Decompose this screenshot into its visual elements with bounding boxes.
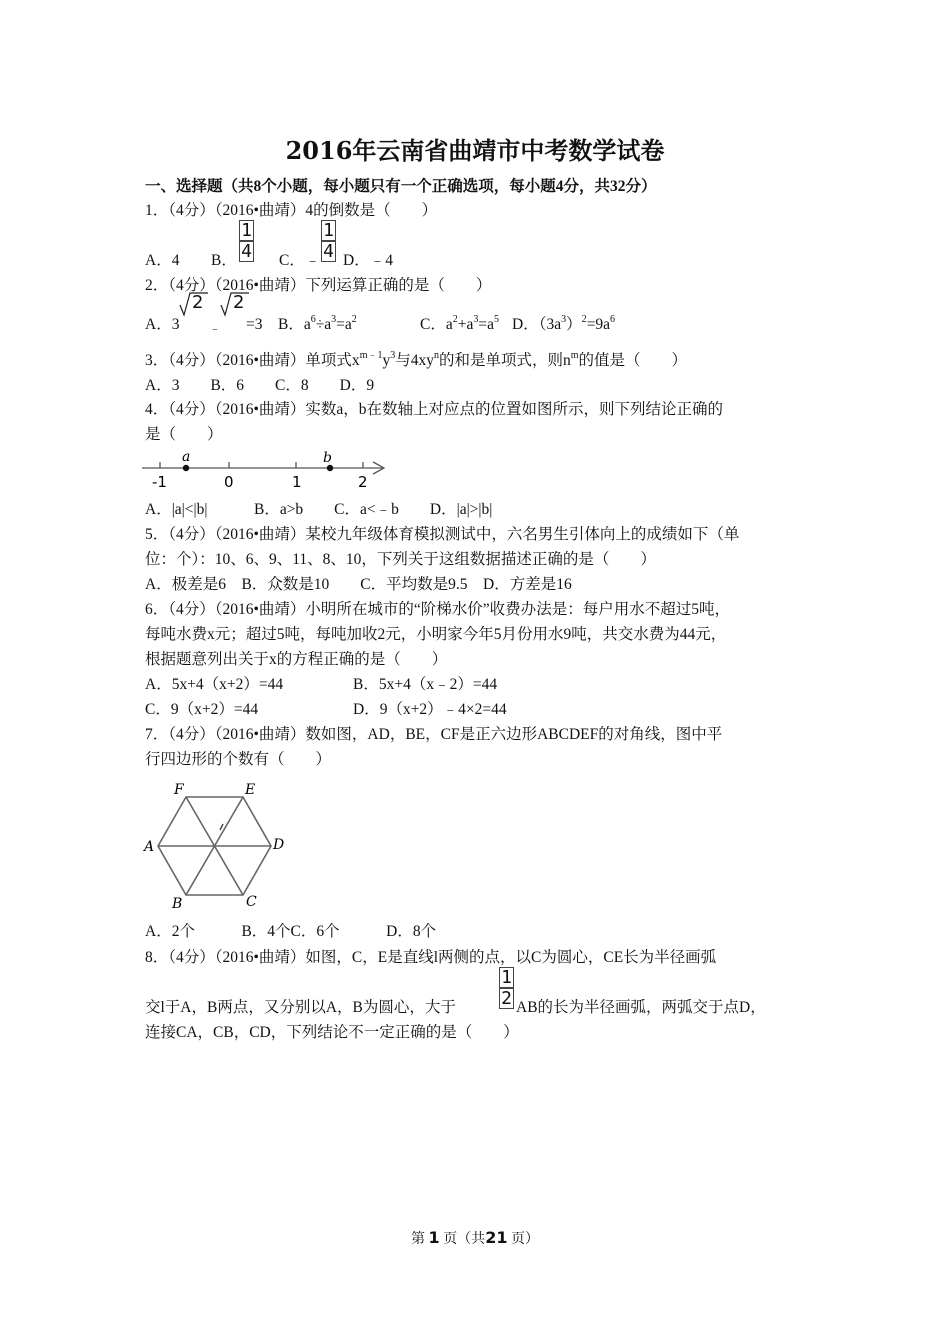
page-footer xyxy=(0,1228,950,1248)
q1-option-d: D．﹣4 xyxy=(343,252,393,269)
footer-pre: 第 xyxy=(411,1232,426,1247)
q5-options: A．极差是6 B．众数是10 C．平均数是9.5 D．方差是16 xyxy=(145,576,572,593)
q2-stem: 2．（4分）（2016•曲靖）下列运算正确的是（ ） xyxy=(145,277,492,294)
tick-label-neg1: -1 xyxy=(152,473,167,491)
tick-mark xyxy=(220,824,223,830)
q3-exp3: n xyxy=(433,350,439,361)
q2-c-exp3: 5 xyxy=(493,314,499,325)
q3-exp1: m﹣1 xyxy=(359,350,383,361)
q6-option-b: B．5x+4（x﹣2）=44 xyxy=(353,676,498,693)
page-title: 2016年云南省曲靖市中考数学试卷 xyxy=(285,136,665,165)
point-a-label: a xyxy=(182,449,191,465)
q6-stem-line1: 6．（4分）（2016•曲靖）小明所在城市的“阶梯水价”收费办法是：每户用水不超过5吨， xyxy=(145,601,730,618)
tick-label-0: 0 xyxy=(224,473,234,491)
q2-option-b xyxy=(278,315,357,335)
q1-fraction-b-num: 1 xyxy=(239,220,254,241)
q2-c-mid: +a xyxy=(457,316,474,333)
q2-b-exp1: 6 xyxy=(310,314,316,325)
q2-option-c xyxy=(420,315,499,335)
q2-c-exp1: 2 xyxy=(452,314,458,325)
q2-d-exp3: 6 xyxy=(609,314,615,325)
q5-stem-line2: 位：个）：10、6、9、11、8、10，下列关于这组数据描述正确的是（ ） xyxy=(145,551,656,568)
q3-stem-mid2: 与4xy xyxy=(395,352,434,369)
vertex-c-label: C xyxy=(246,894,257,910)
q2-b-exp3: 2 xyxy=(351,314,357,325)
q8-fraction-den: 2 xyxy=(499,988,514,1009)
q1-option-b: B． xyxy=(211,252,237,269)
footer-page-number: 1 xyxy=(428,1228,440,1247)
vertex-e-label: E xyxy=(245,782,256,798)
vertex-a-label: A xyxy=(144,839,155,855)
q6-stem-line3: 根据题意列出关于x的方程正确的是（ ） xyxy=(145,651,448,668)
point-b-label: b xyxy=(323,450,332,466)
vertex-b-label: B xyxy=(172,896,183,912)
q5-stem-line1: 5．（4分）（2016•曲靖）某校九年级体育模拟测试中，六名男生引体向上的成绩如下（单 xyxy=(145,526,740,543)
q4-stem-line2: 是（ ） xyxy=(145,426,223,443)
q2-c-exp2: 3 xyxy=(473,314,479,325)
q6-option-d: D．9（x+2）﹣4×2=44 xyxy=(353,701,507,718)
q2-b-text: B．a xyxy=(278,316,311,333)
footer-post: 页） xyxy=(510,1232,539,1247)
section-heading: 一、选择题（共8个小题，每小题只有一个正确选项，每小题4分，共32分） xyxy=(145,178,657,195)
q2-option-d xyxy=(512,315,615,335)
q1-fraction-c-num: 1 xyxy=(321,220,336,241)
q2-b-mid: ÷a xyxy=(315,316,332,333)
q8-fraction-num: 1 xyxy=(499,967,514,988)
q3-stem-mid1: y xyxy=(382,352,391,369)
q2-radicand-2: 2 xyxy=(233,292,245,313)
q2-d-exp2: 2 xyxy=(581,314,587,325)
q7-stem-line1: 7．（4分）（2016•曲靖）数如图，AD，BE，CF是正六边形ABCDEF的对角线，图中平 xyxy=(145,726,723,743)
q6-option-c: C．9（x+2）=44 xyxy=(145,701,259,718)
q3-stem-pre: 3．（4分）（2016•曲靖）单项式x xyxy=(145,352,360,369)
q2-minus: ﹣ xyxy=(209,321,222,335)
q3-exp2: 3 xyxy=(390,350,396,361)
q2-c-eq: =a xyxy=(478,316,494,333)
q2-d-close: ） xyxy=(566,316,582,333)
q1-option-a: A．4 xyxy=(145,252,180,269)
q2-radicand-1: 2 xyxy=(192,292,204,313)
q3-stem-mid3: 的和是单项式，则n xyxy=(438,352,571,369)
q8-stem-line1: 8．（4分）（2016•曲靖）如图，C，E是直线l两侧的点，以C为圆心，CE长为半径画弧 xyxy=(145,949,717,966)
q4-number-line xyxy=(140,448,390,492)
q1-fraction-b-den: 4 xyxy=(239,241,254,262)
q3-options: A．3 B．6 C．8 D．9 xyxy=(145,377,375,394)
q3-stem xyxy=(145,351,687,371)
q4-stem-line1: 4．（4分）（2016•曲靖）实数a，b在数轴上对应点的位置如图所示，则下列结论正确的 xyxy=(145,401,724,418)
vertex-f-label: F xyxy=(174,782,184,798)
q7-options: A．2个 B．4个C．6个 D．8个 xyxy=(145,923,437,940)
footer-total-pages: 21 xyxy=(485,1228,508,1247)
q2-d-eq: =9a xyxy=(586,316,610,333)
tick-label-1: 1 xyxy=(292,473,302,491)
point-a-dot xyxy=(183,465,189,471)
q6-option-a: A．5x+4（x+2）=44 xyxy=(145,676,284,693)
q2-option-a-post: =3 xyxy=(246,316,263,333)
q8-stem-line2-pre: 交l于A，B两点，又分别以A，B为圆心，大于 xyxy=(145,999,456,1016)
q1-stem: 1．（4分）（2016•曲靖）4的倒数是（ ） xyxy=(145,202,438,219)
q1-option-c: C．﹣ xyxy=(279,252,321,269)
q1-fraction-b xyxy=(239,220,254,262)
q7-hexagon-figure xyxy=(142,778,292,910)
q6-stem-line2: 每吨水费x元；超过5吨，每吨加收2元，小明家今年5月份用水9吨，共交水费为44元， xyxy=(145,626,727,643)
tick-label-2: 2 xyxy=(358,473,368,491)
q3-stem-post: 的值是（ ） xyxy=(578,352,688,369)
q4-options: A．|a|<|b| B．a>b C．a<﹣b D．|a|>|b| xyxy=(145,501,493,518)
q3-exp4: m xyxy=(570,350,579,361)
q8-fraction xyxy=(499,967,514,1009)
footer-mid: 页（共 xyxy=(443,1232,486,1247)
q2-c-text: C．a xyxy=(420,316,453,333)
q8-stem-line3: 连接CA，CB，CD，下列结论不一定正确的是（ ） xyxy=(145,1024,519,1041)
q2-d-exp1: 3 xyxy=(561,314,567,325)
q7-stem-line2: 行四边形的个数有（ ） xyxy=(145,751,332,768)
vertex-d-label: D xyxy=(273,837,285,853)
q2-option-a-pre: A．3 xyxy=(145,316,180,333)
q2-b-eq: =a xyxy=(336,316,352,333)
q1-fraction-c-den: 4 xyxy=(321,241,336,262)
q1-fraction-c xyxy=(321,220,336,262)
q8-stem-line2-post: AB的长为半径画弧，两弧交于点D， xyxy=(516,999,766,1016)
q2-d-text: D．（3a xyxy=(512,316,562,333)
q2-b-exp2: 3 xyxy=(331,314,337,325)
